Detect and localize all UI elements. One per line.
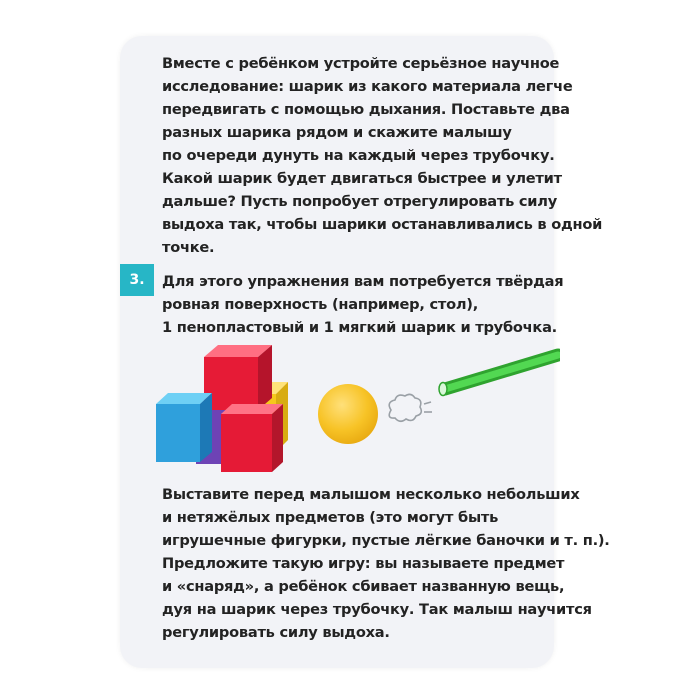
outro-line: игрушечные фигурки, пустые лёгкие баночки и т. п.).: [162, 532, 610, 549]
step-line: 1 пенопластовый и 1 мягкий шарик и трубочка.: [162, 319, 557, 336]
green-straw: [439, 355, 558, 396]
outro-paragraph: [162, 483, 610, 644]
outro-line: Предложите такую игру: вы называете предмет: [162, 555, 565, 572]
outro-line: и нетяжёлых предметов (это могут быть: [162, 509, 499, 526]
outro-line: и «снаряд», а ребёнок сбивает названную вещь,: [162, 578, 565, 595]
intro-line: Вместе с ребёнком устройте серьёзное научное: [162, 55, 560, 72]
cube-blocks: [156, 345, 288, 472]
intro-line: исследование: шарик из какого материала легче: [162, 78, 573, 95]
intro-line: точке.: [162, 239, 215, 256]
intro-line: дальше? Пусть попробует отрегулировать силу: [162, 193, 557, 210]
intro-paragraph: [162, 52, 602, 259]
intro-line: выдоха так, чтобы шарики останавливались в одной: [162, 216, 603, 233]
step-paragraph: [162, 270, 563, 339]
outro-line: регулировать силу выдоха.: [162, 624, 390, 641]
outro-line: дуя на шарик через трубочку. Так малыш научится: [162, 601, 592, 618]
intro-line: Какой шарик будет двигаться быстрее и улетит: [162, 170, 562, 187]
intro-line: разных шарика рядом и скажите малышу: [162, 124, 512, 141]
blocks-ball-straw-illustration: [150, 340, 560, 480]
intro-line: передвигать с помощью дыхания. Поставьте два: [162, 101, 570, 118]
yellow-ball: [318, 384, 378, 444]
breath-puff-icon: [389, 394, 432, 421]
step-number-badge: 3.: [120, 264, 154, 296]
step-line: Для этого упражнения вам потребуется твёрдая: [162, 273, 564, 290]
intro-line: по очереди дунуть на каждый через трубочку.: [162, 147, 555, 164]
step-line: ровная поверхность (например, стол),: [162, 296, 479, 313]
outro-line: Выставите перед малышом несколько небольших: [162, 486, 580, 503]
